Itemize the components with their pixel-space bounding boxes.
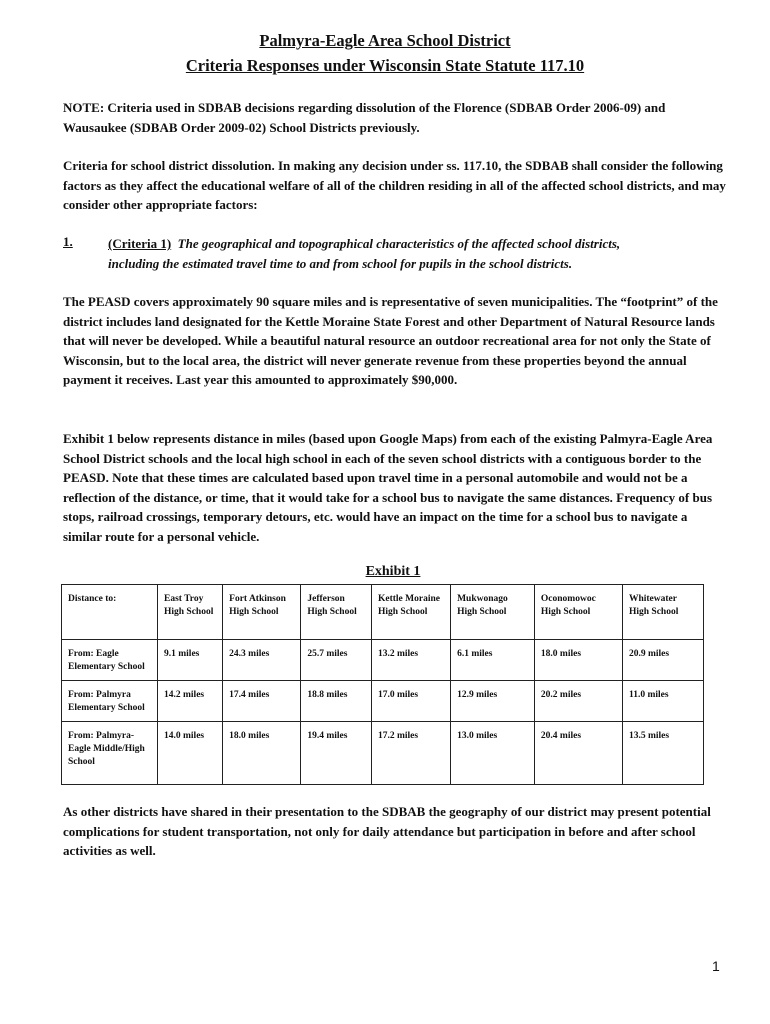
row-label: From: Palmyra-Eagle Middle/High School (62, 722, 158, 785)
table-cell: 11.0 miles (622, 681, 703, 722)
page-number: 1 (712, 958, 720, 974)
document-title: Palmyra-Eagle Area School District (259, 31, 511, 50)
table-cell: 17.2 miles (371, 722, 450, 785)
column-header: Kettle Moraine High School (371, 585, 450, 640)
table-cell: 25.7 miles (301, 640, 372, 681)
table-cell: 14.0 miles (158, 722, 223, 785)
table-cell: 17.4 miles (223, 681, 301, 722)
table-row (62, 722, 704, 785)
criteria-intro-paragraph: Criteria for school district dissolution. In making any decision under ss. 117.10, the SDBAB shall consider the following factors as they affect the educational welfare of all of the children residing in all of the affected school districts, and may consider other appropriate factors: (63, 158, 726, 213)
column-header: Oconomowoc High School (534, 585, 622, 640)
table-cell: 20.2 miles (534, 681, 622, 722)
exhibit-title: Exhibit 1 (365, 564, 421, 579)
table-cell: 24.3 miles (223, 640, 301, 681)
table-row (62, 640, 704, 681)
criteria-1-block (108, 234, 668, 273)
note-paragraph: NOTE: Criteria used in SDBAB decisions regarding dissolution of the Florence (SDBAB Order 2006-09) and Wausaukee (SDBAB Order 2009-02) School Districts previously. (63, 100, 666, 135)
table-header-row (62, 585, 704, 640)
column-header: Whitewater High School (622, 585, 703, 640)
table-corner-cell: Distance to: (62, 585, 158, 640)
table-row (62, 681, 704, 722)
row-label: From: Palmyra Elementary School (62, 681, 158, 722)
criteria-label: (Criteria 1) (108, 236, 172, 251)
table-cell: 17.0 miles (371, 681, 450, 722)
column-header: Mukwonago High School (451, 585, 535, 640)
table-cell: 9.1 miles (158, 640, 223, 681)
table-cell: 20.4 miles (534, 722, 622, 785)
column-header: Jefferson High School (301, 585, 372, 640)
closing-paragraph: As other districts have shared in their presentation to the SDBAB the geography of our district may present potential complications for student transportation, not only for daily attendance but participation in before and after school activities as well. (63, 804, 711, 859)
table-cell: 20.9 miles (622, 640, 703, 681)
column-header: Fort Atkinson High School (223, 585, 301, 640)
table-cell: 13.0 miles (451, 722, 535, 785)
table-cell: 14.2 miles (158, 681, 223, 722)
exhibit-intro-paragraph: Exhibit 1 below represents distance in miles (based upon Google Maps) from each of the existing Palmyra-Eagle Area School District schools and the local high school in each of the seven school districts with a contiguous border to the PEASD. Note that these times are calculated based upon travel time in a personal automobile and would not be a reflection of the distance, or time, that it would take for a school bus to navigate the same distances. Frequency of bus stops, railroad crossings, temporary detours, etc. would have an impact on the time for a school bus to navigate a similar route for a personal vehicle. (63, 431, 713, 544)
table-cell: 6.1 miles (451, 640, 535, 681)
row-label: From: Eagle Elementary School (62, 640, 158, 681)
table-cell: 18.8 miles (301, 681, 372, 722)
table-cell: 13.2 miles (371, 640, 450, 681)
table-cell: 18.0 miles (223, 722, 301, 785)
table-cell: 19.4 miles (301, 722, 372, 785)
criteria-number: 1. (63, 234, 73, 249)
table-cell: 12.9 miles (451, 681, 535, 722)
column-header: East Troy High School (158, 585, 223, 640)
distance-table (61, 584, 704, 785)
peasd-paragraph: The PEASD covers approximately 90 square miles and is representative of seven municipalities. The “footprint” of the district includes land designated for the Kettle Moraine State Forest and other Department of Natural Resource lands that will never be developed. While a beautiful natural resource an outdoor recreational area for not only the State of Wisconsin, but to the local area, the district will never generate revenue from these properties beyond the annual payment it receives. Last year this amounted to approximately $90,000. (63, 294, 718, 388)
table-cell: 13.5 miles (622, 722, 703, 785)
table-cell: 18.0 miles (534, 640, 622, 681)
criteria-text: The geographical and topographical characteristics of the affected school districts, including the estimated travel time to and from school for pupils in the school districts. (108, 236, 621, 271)
document-subtitle: Criteria Responses under Wisconsin State Statute 117.10 (185, 56, 585, 75)
